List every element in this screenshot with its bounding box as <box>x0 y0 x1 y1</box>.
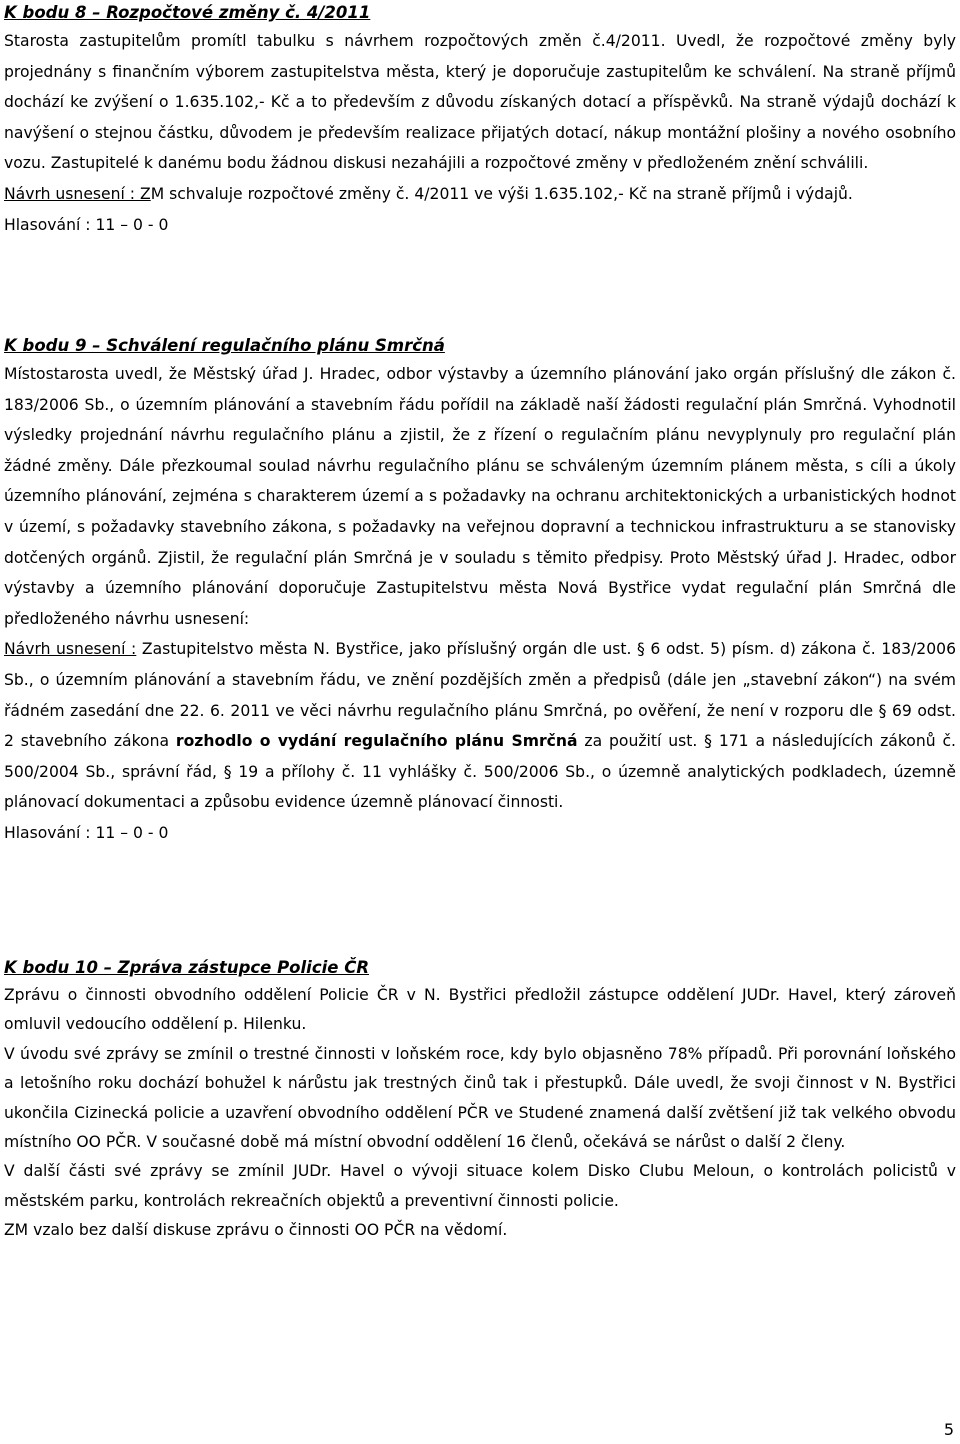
paragraph: ZM vzalo bez další diskuse zprávu o činnosti OO PČR na vědomí. <box>4 1221 508 1240</box>
vote-result: Hlasování : 11 – 0 - 0 <box>4 823 169 842</box>
proposal-text: M schvaluje rozpočtové změny č. 4/2011 ve výši 1.635.102,- Kč na straně příjmů i výdajů. <box>150 184 853 203</box>
proposal <box>4 179 956 210</box>
paragraph: Zprávu o činnosti obvodního oddělení Policie ČR v N. Bystřici předložil zástupce oddělení JUDr. Havel, který zároveň omluvil vedoucího oddělení p. Hilenku. <box>4 986 956 1034</box>
section-heading <box>4 333 956 359</box>
vote-result: Hlasování : 11 – 0 - 0 <box>4 215 169 234</box>
proposal-text: Zastupitelstvo města N. Bystřice, jako příslušný orgán dle ust. § 6 odst. 5) písm. d) zákona č. 183/2006 Sb., o územním plánování a stavebním řádu, ve znění pozdějších změn a předpisů (dále jen „stavební zákon“) na svém řádném zasedání dne 22. 6. 2011 ve věci návrhu regulačního plánu Smrčná, po ověření, že není v rozporu dle § 69 odst. 2 stavebního zákona <box>4 640 956 751</box>
page-number: 5 <box>943 1420 954 1439</box>
heading-rest: – Schválení regulačního plánu Smrčná <box>86 336 445 355</box>
heading-prefix: K bodu 10 <box>4 958 98 977</box>
section-bod-8 <box>4 0 956 240</box>
proposal-bold: rozhodlo o vydání regulačního plánu Smrčná <box>175 732 578 751</box>
paragraph: Starosta zastupitelům promítl tabulku s návrhem rozpočtových změn č.4/2011. Uvedl, že rozpočtové změny byly projednány s finančním výborem zastupitelstva města, který je doporučuje zastupitelům ke schválení. Na straně příjmů dochází ke zvýšení o 1.635.102,- Kč a to především z důvodu získaných dotací a příspěvků. Na straně výdajů dochází k navýšení o stejnou částku, důvodem je především realizace přijatých dotací, nákup montážní plošiny a nového osobního vozu. Zastupitelé k danému bodu žádnou diskusi nezahájili a rozpočtové změny v předloženém znění schválili. <box>4 32 956 173</box>
proposal-label: Návrh usnesení : Z <box>4 184 151 203</box>
paragraph: Místostarosta uvedl, že Městský úřad J. Hradec, odbor výstavby a územního plánování jako orgán příslušný dle zákon č. 183/2006 Sb., o územním plánování a stavebním řádu pořídil na základě naší žádosti regulační plán Smrčná. Vyhodnotil výsledky projednání návrhu regulačního plánu a zjistil, že z řízení o regulačním plánu nevyplynuly pro regulační plán žádné změny. Dále přezkoumal soulad návrhu regulačního plánu se schváleným územním plánem města, s cíli a úkoly územního plánování, zejména s charakterem území a s požadavky na ochranu architektonických a urbanistických hodnot v území, s požadavky stavebního zákona, s požadavky na veřejnou dopravní a technickou infrastrukturu a se stanovisky dotčených orgánů. Zjistil, že regulační plán Smrčná je v souladu s těmito předpisy. Proto Městský úřad J. Hradec, odbor výstavby a územního plánování doporučuje Zastupitelstvu města Nová Bystřice vydat regulační plán Smrčná dle předloženého návrhu usnesení: <box>4 365 956 628</box>
heading-rest: – Zpráva zástupce Policie ČR <box>97 958 370 977</box>
section-bod-10 <box>4 955 956 1246</box>
section-heading <box>4 955 956 981</box>
section-bod-9 <box>4 333 956 849</box>
heading-prefix: K bodu 9 <box>4 336 87 355</box>
section-heading: K bodu 8 – Rozpočtové změny č. 4/2011 <box>4 3 371 22</box>
paragraph: V úvodu své zprávy se zmínil o trestné činnosti v loňském roce, kdy bylo objasněno 78% případů. Při porovnání loňského a letošního roku dochází bohužel k nárůstu jak trestných činů tak i přestupků. Dále uvedl, že svoji činnost v N. Bystřici ukončila Cizinecká policie a uzavření obvodního oddělení PČR ve Studené znamená další zvětšení již tak velkého obvodu místního OO PČR. V současné době má místní obvodní oddělení 16 členů, očekává se nárůst o další 2 členy. <box>4 1044 956 1152</box>
proposal-label: Návrh usnesení : <box>4 640 137 659</box>
proposal <box>4 634 956 818</box>
paragraph: V další části své zprávy se zmínil JUDr. Havel o vývoji situace kolem Disko Clubu Meloun, o kontrolách policistů v městském parku, kontrolách rekreačních objektů a preventivní činnosti policie. <box>4 1162 956 1210</box>
proposal-text: za použití ust. § 171 a následujících zákonů č. 500/2004 Sb., správní řád, § 19 a přílohy č. 11 vyhlášky č. 500/2006 Sb., o územně analytických podkladech, územně plánovací dokumentaci a způsobu evidence územně plánovací činnosti. <box>4 732 957 812</box>
